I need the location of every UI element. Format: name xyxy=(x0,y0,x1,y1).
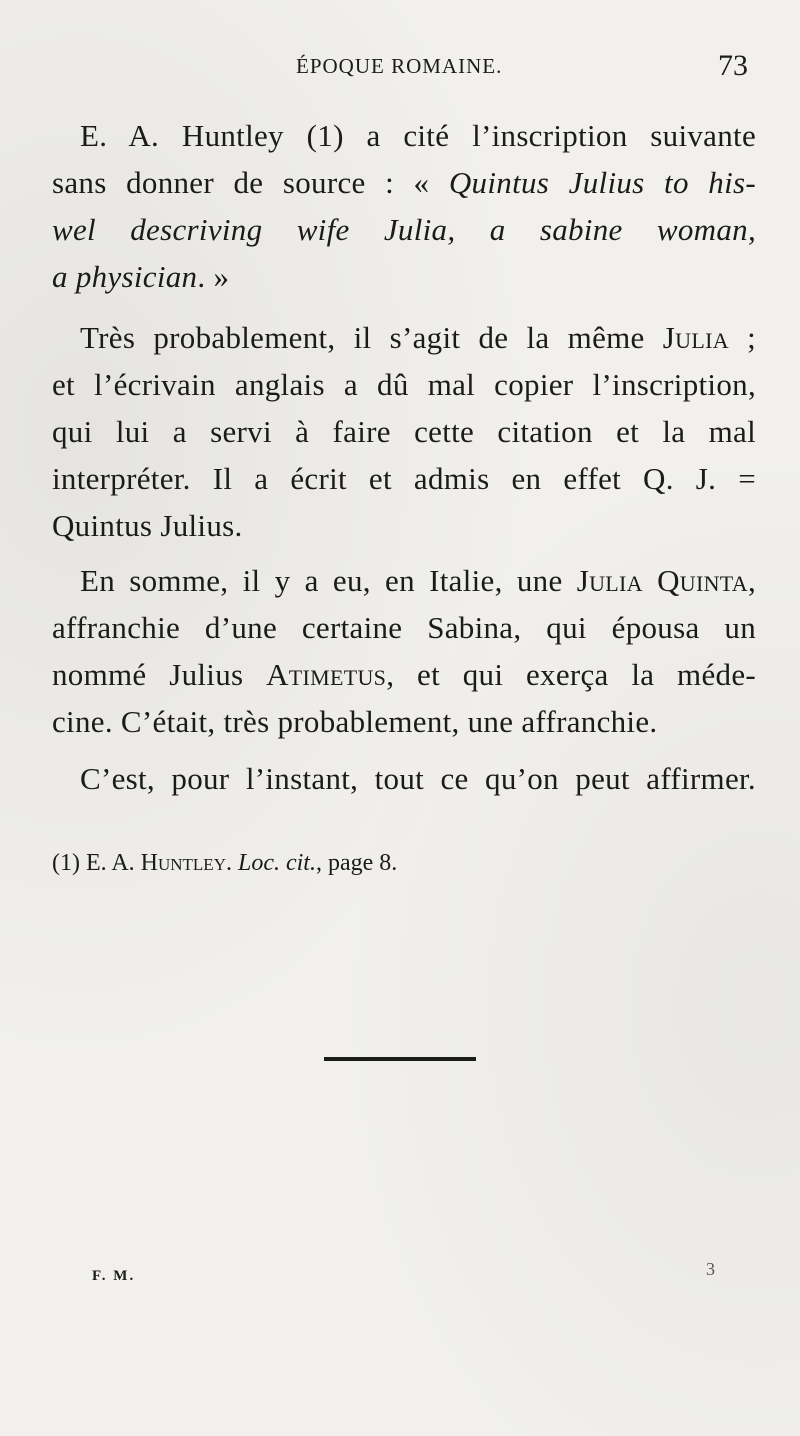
italic-quote: wel descriving wife Julia, a sabine woman, xyxy=(52,212,756,247)
paragraph-en-somme xyxy=(52,557,756,745)
text-span: . xyxy=(225,850,238,876)
footnote-page: , page 8. xyxy=(315,850,398,876)
text-span: Très probablement, il s’agit de la même xyxy=(80,320,663,355)
paragraph-conclusion xyxy=(52,755,756,802)
text-line xyxy=(52,253,756,300)
text-span: , xyxy=(747,563,756,598)
small-caps-name: Julia Quinta xyxy=(576,563,748,598)
text-line xyxy=(52,314,756,361)
text-line xyxy=(52,651,756,698)
text-span: En somme, il y a eu, en Italie, une xyxy=(80,563,577,598)
small-caps-name: Julia xyxy=(662,320,729,355)
text-line: C’est, pour l’instant, tout ce qu’on peut affirmer. xyxy=(80,761,756,796)
text-line: qui lui a servi à faire cette citation et la mal xyxy=(52,414,756,449)
paragraph-huntley xyxy=(52,112,756,300)
text-line: Quintus Julius. xyxy=(52,508,243,543)
footnote xyxy=(52,850,397,877)
footnote-marker: (1) E. A. xyxy=(52,850,141,876)
text-line xyxy=(52,206,756,253)
text-line: E. A. Huntley (1) a cité l’inscription suivante xyxy=(80,118,756,153)
text-line: affranchie d’une certaine Sabina, qui épousa un xyxy=(52,610,756,645)
page-number: 73 xyxy=(718,49,748,82)
signature-mark: F. M. xyxy=(92,1268,136,1284)
text-span: . » xyxy=(197,259,230,294)
end-rule xyxy=(324,1057,476,1061)
paragraph-julia xyxy=(52,314,756,549)
text-line: interpréter. Il a écrit et admis en effet Q. J. = xyxy=(52,461,756,496)
small-caps-name: Atimetus xyxy=(266,657,387,692)
text-line xyxy=(52,159,756,206)
text-span: ; xyxy=(728,320,756,355)
signature-number: 3 xyxy=(706,1259,715,1279)
running-header-title: ÉPOQUE ROMAINE. xyxy=(296,54,503,78)
text-line: cine. C’était, très probablement, une affranchie. xyxy=(52,704,658,739)
italic-quote: a physician xyxy=(52,259,198,294)
text-line xyxy=(52,557,756,604)
text-span: sans donner de source : « xyxy=(52,165,449,200)
footnote-reference: Loc. cit. xyxy=(237,850,316,876)
text-span: , et qui exerça la méde- xyxy=(386,657,756,692)
text-span: nommé Julius xyxy=(52,657,267,692)
footnote-author: Huntley xyxy=(140,850,226,876)
italic-quote: Quintus Julius to his- xyxy=(448,165,756,200)
text-line: et l’écrivain anglais a dû mal copier l’inscription, xyxy=(52,367,756,402)
